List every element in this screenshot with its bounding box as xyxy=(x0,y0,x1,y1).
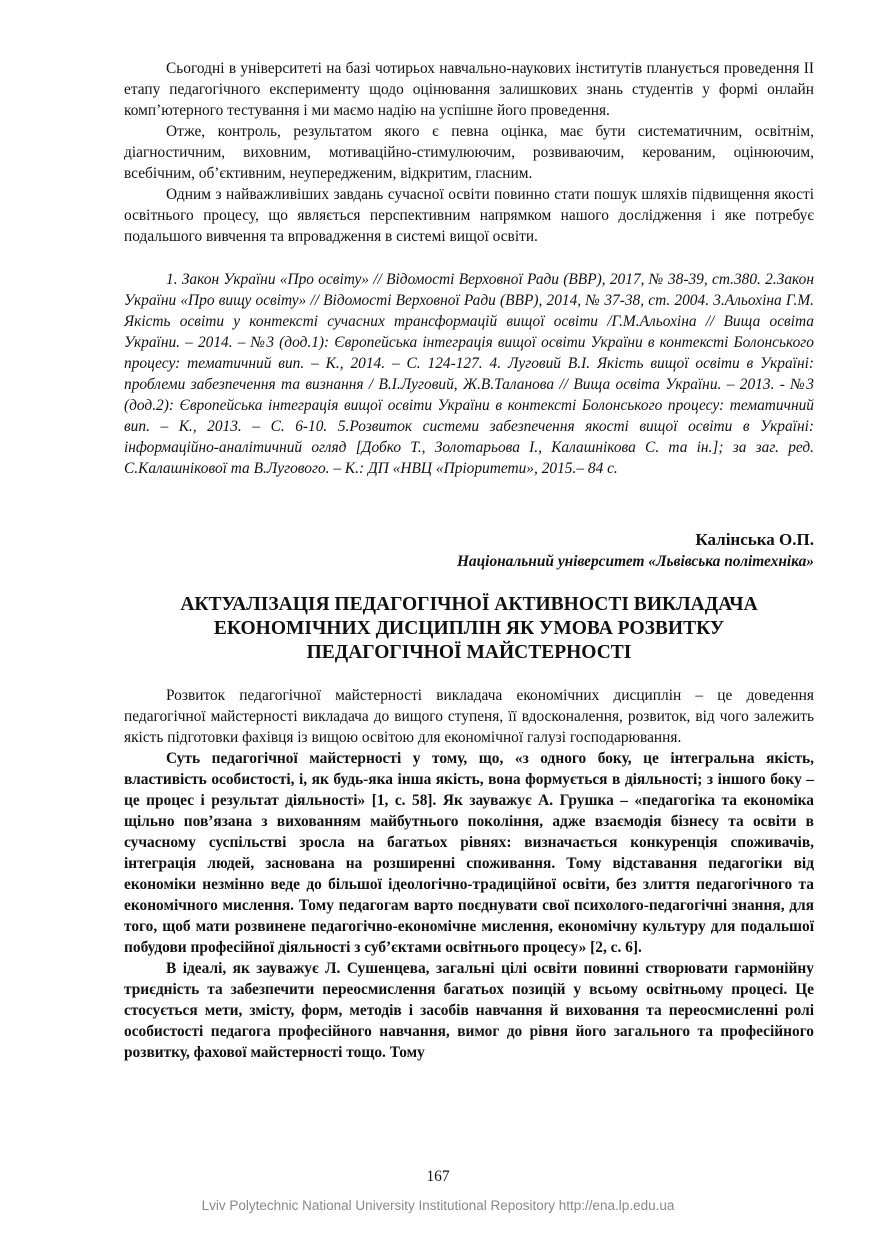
body-intro-paragraph: Розвиток педагогічної майстерності викладача економічних дисциплін – це доведення педагогічної майстерності викладача до вищого ступеня, її вдосконалення, розвиток, від чого залежить якість підготовки фахівця із вищою освітою для економічної галузі господарювання. xyxy=(124,687,814,746)
body-paragraph-2: В ідеалі, як зауважує Л. Сушенцева, загальні цілі освіти повинні створювати гармонійну триєдність та забезпечити переосмислення багатьох позицій у всьому освітньому процесі. Це стосується мети, змісту, форм, методів і засобів навчання й виховання та переосмисленні ролі особистості педагога професійного навчання, вимог до рівня його загального та професійного розвитку, фахової майстерності тощо. Тому xyxy=(124,960,814,1061)
page-number: 167 xyxy=(426,1168,450,1185)
repository-footer: Lviv Polytechnic National University Institutional Repository http://ena.lp.edu.ua xyxy=(201,1198,675,1213)
article-title xyxy=(124,593,814,665)
references-list: 1. Закон України «Про освіту» // Відомості Верховної Ради (ВВР), 2017, № 38-39, ст.380. 2.Закон України «Про вищу освіту» // Відомості Верховної Ради (ВВР), 2014, № 37-38, ст. 2004. 3.Альохіна Г.М. Якість освіти у контексті сучасних трансформацій вищої освіти /Г.М.Альохіна // Вища освіта України. – 2014. – №3 (дод.1): Європейська інтеграція вищої освіти України в контексті Болонського процесу: тематичний вип. – К., 2014. – С. 124-127. 4. Луговий В.І. Якість вищої освіти в Україні: проблеми забезпечення та визнання / В.І.Луговий, Ж.В.Таланова // Вища освіта України. – 2013. - №3 (дод.2): Європейська інтеграція вищої освіти України в контексті Болонського процесу: тематичний вип. – К., 2013. – С. 6-10. 5.Розвиток системи забезпечення якості вищої освіти в Україні: інформаційно-аналітичний огляд [Добко Т., Золотарьова І., Калашнікова С. та ін.]; за заг. ред. С.Калашнікової та В.Лугового. – К.: ДП «НВЦ «Пріоритети», 2015.– 84 с. xyxy=(124,271,814,477)
title-line-3: ПЕДАГОГІЧНОЇ МАЙСТЕРНОСТІ xyxy=(306,642,632,663)
title-line-2: ЕКОНОМІЧНИХ ДИСЦИПЛІН ЯК УМОВА РОЗВИТКУ xyxy=(213,618,725,639)
title-line-1: АКТУАЛІЗАЦІЯ ПЕДАГОГІЧНОЇ АКТИВНОСТІ ВИКЛАДАЧА xyxy=(180,594,758,615)
author-block xyxy=(124,529,814,573)
intro-paragraph-3: Одним з найважливіших завдань сучасної освіти повинно стати пошук шляхів підвищення якості освітнього процесу, що являється перспективним напрямком нашого дослідження і яке потребує подальшого вивчення та впровадження в системі вищої освіти. xyxy=(124,186,814,245)
intro-paragraph-1: Сьогодні в університеті на базі чотирьох навчально-наукових інститутів планується проведення ІІ етапу педагогічного експерименту щодо оцінювання залишкових знань студентів у формі онлайн комп’ютерного тестування і ми маємо надію на успішне його проведення. xyxy=(124,60,814,119)
author-affiliation: Національний університет «Львівська політехніка» xyxy=(456,553,814,570)
intro-paragraph-2: Отже, контроль, результатом якого є певна оцінка, має бути систематичним, освітнім, діагностичним, виховним, мотиваційно-стимулюючим, розвиваючим, керованим, оцінюючим, всебічним, об’єктивним, неупередженим, відкритим, гласним. xyxy=(124,123,814,182)
page-content xyxy=(124,58,814,1063)
body-paragraph-1: Суть педагогічної майстерності у тому, що, «з одного боку, це інтегральна якість, властивість особистості, і, як будь-яка інша якість, вона формується в діяльності; з іншого боку – це процес і результат діяльності» [1, с. 58]. Як зауважує А. Грушка – «педагогіка та економіка щільно пов’язана з вихованням майбутнього покоління, адже взаємодія бізнесу та освіти в сучасному суспільстві зросла на багатьох рівнях: визначається конкуренція споживачів, інтеграція людей, заснована на розширенні споживання. Тому відставання педагогіки від економіки незмінно веде до більшої ідеологічно-традиційної освіти, без злиття педагогічного та економічного мислення. Тому педагогам варто поєднувати свої психолого-педагогічні знання, для того, щоб мати розвинене педагогічно-економічне мислення, економічну культуру для подальшої побудови професійної діяльності з суб’єктами освітнього процесу» [2, с. 6]. xyxy=(124,750,814,956)
author-name: Калінська О.П. xyxy=(695,530,814,549)
